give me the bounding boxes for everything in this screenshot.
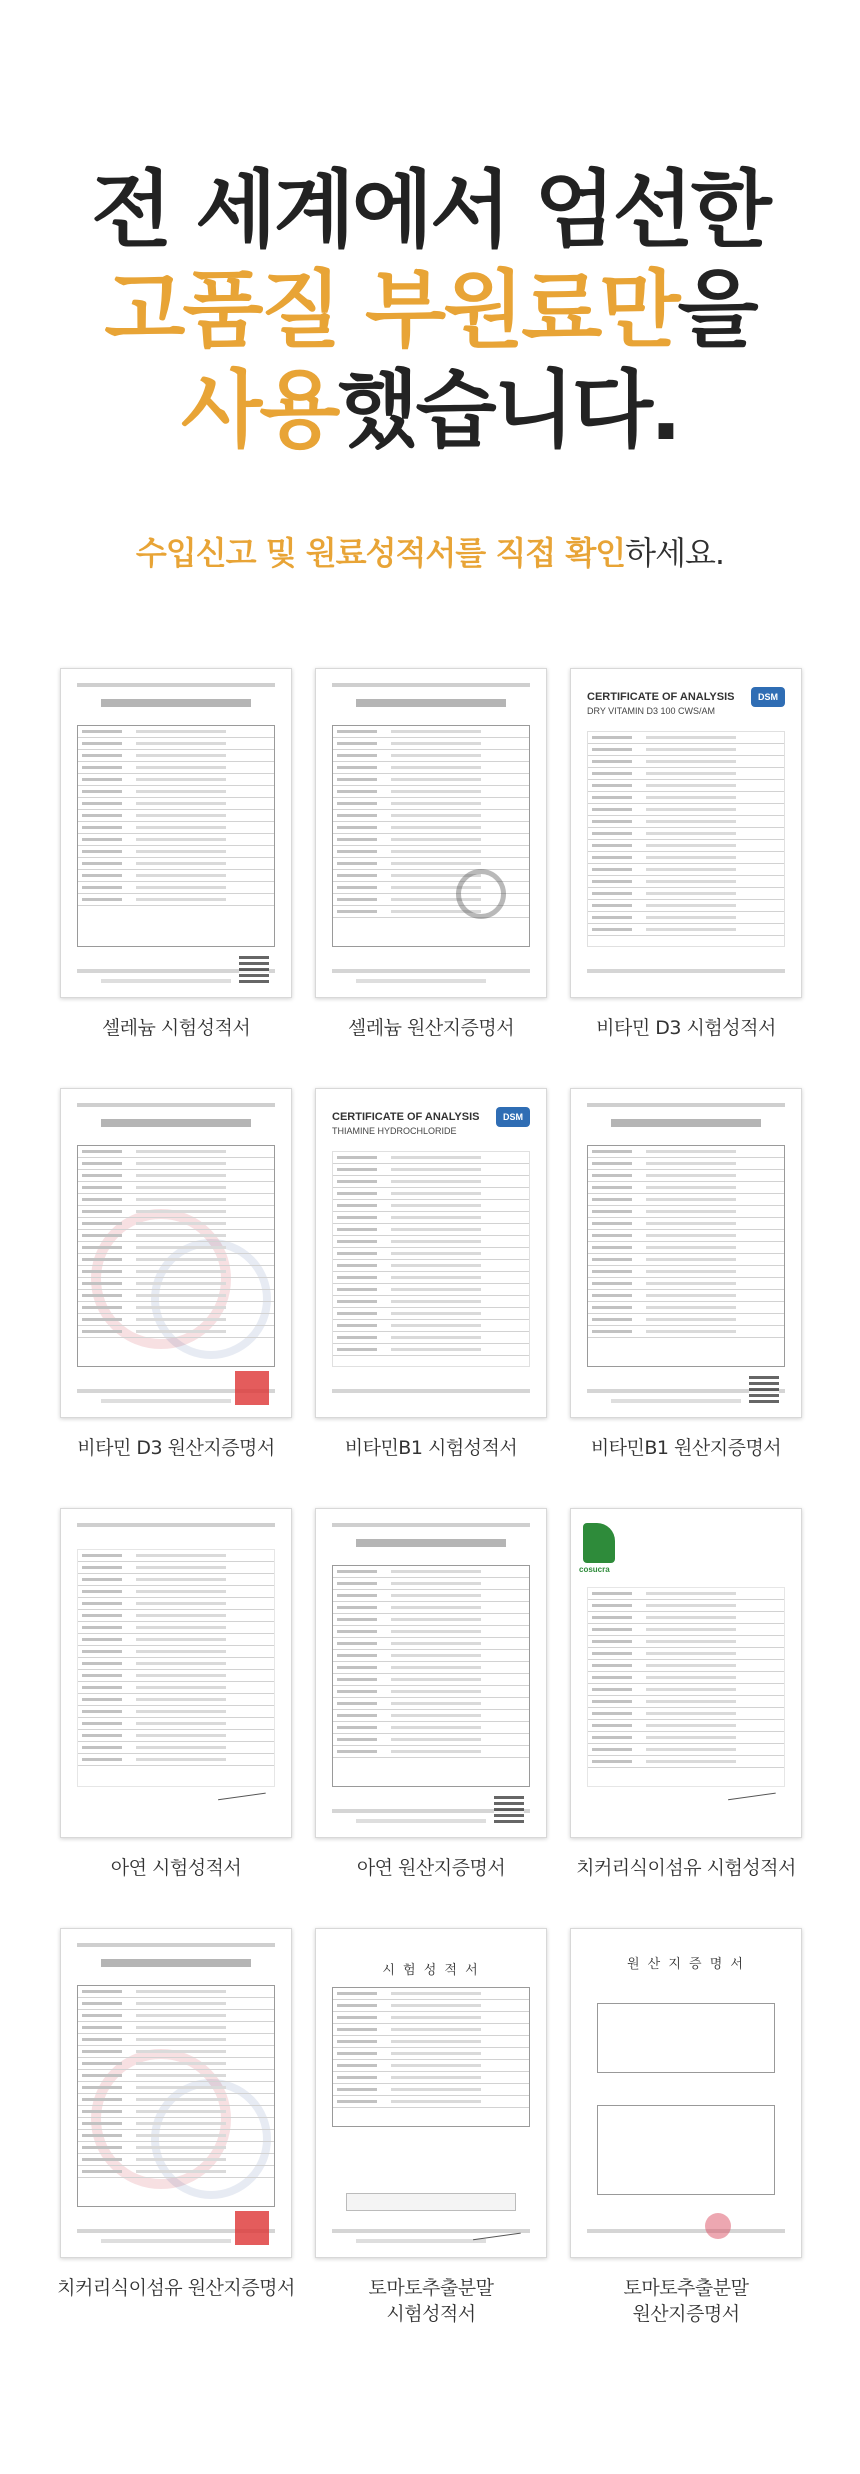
- document-caption: 셀레늄 원산지증명서: [347, 1017, 515, 1039]
- document-caption: 치커리식이섬유 원산지증명서: [57, 2277, 295, 2299]
- qr-code-icon: [239, 953, 269, 983]
- document-caption: 셀레늄 시험성적서: [101, 1017, 251, 1039]
- certificate-card: [315, 1928, 547, 2325]
- red-seal-icon: [705, 2213, 731, 2239]
- document-image: [315, 1088, 547, 1418]
- document-title: CERTIFICATE OF ANALYSIS: [332, 1111, 480, 1123]
- document-image: [570, 1088, 802, 1418]
- certificate-card: [570, 1508, 802, 1879]
- document-image: [60, 668, 292, 998]
- qr-code-icon: [494, 1793, 524, 1823]
- hero-section: [0, 0, 860, 640]
- document-caption: 비타민B1 시험성적서: [344, 1437, 518, 1459]
- document-subtitle: DRY VITAMIN D3 100 CWS/AM: [587, 706, 716, 716]
- document-image: [570, 668, 802, 998]
- document-title: 시 험 성 적 서: [382, 1963, 480, 1978]
- qr-code-icon: [749, 1373, 779, 1403]
- caption-line-2: 시험성적서: [386, 2302, 476, 2325]
- caption-line-2: 원산지증명서: [632, 2302, 740, 2325]
- document-title: CERTIFICATE OF ANALYSIS: [587, 691, 735, 703]
- document-image: [570, 1928, 802, 2258]
- certificate-card: [60, 1088, 292, 1459]
- document-image: [60, 1088, 292, 1418]
- document-subtitle: THIAMINE HYDROCHLORIDE: [332, 1126, 457, 1136]
- document-caption: 비타민B1 원산지증명서: [590, 1437, 782, 1459]
- subtitle-rest: 하세요.: [625, 534, 725, 572]
- document-caption: [550, 2276, 822, 2327]
- document-image: [315, 1928, 547, 2258]
- headline-line-3-rest: 했습니다.: [337, 361, 679, 459]
- document-caption: 치커리식이섬유 시험성적서: [576, 1857, 796, 1879]
- document-title: 원 산 지 증 명 서: [626, 1957, 745, 1972]
- red-stamp-icon: [235, 2211, 269, 2245]
- headline-line-3: [0, 361, 860, 459]
- dsm-logo-icon: DSM: [751, 687, 785, 707]
- certificate-card: [570, 1928, 802, 2325]
- document-caption: [295, 2276, 567, 2327]
- document-image: [315, 1508, 547, 1838]
- document-caption: 아연 원산지증명서: [356, 1857, 506, 1879]
- cosucra-logo-text: cosucra: [579, 1565, 610, 1574]
- certificate-card: [570, 668, 802, 1039]
- certificate-card: [315, 1088, 547, 1459]
- document-image: [60, 1508, 292, 1838]
- headline-line-2-rest: 을: [677, 261, 756, 359]
- headline-line-2: [0, 261, 860, 359]
- official-seal-icon: [456, 869, 506, 919]
- certificate-card: [570, 1088, 802, 1459]
- subtitle: [0, 528, 860, 574]
- document-image: [570, 1508, 802, 1838]
- dsm-logo-icon: DSM: [496, 1107, 530, 1127]
- document-image: [315, 668, 547, 998]
- certificate-card: [60, 668, 292, 1039]
- signature-icon: [471, 2220, 520, 2241]
- certificate-card: [57, 1928, 295, 2299]
- headline-highlight-2: 사용: [181, 361, 338, 459]
- document-caption: 비타민 D3 시험성적서: [596, 1017, 776, 1039]
- document-caption: 비타민 D3 원산지증명서: [77, 1437, 275, 1459]
- certificate-card: [315, 668, 547, 1039]
- headline-highlight-1: 고품질 부원료만: [104, 261, 678, 359]
- document-image: [60, 1928, 292, 2258]
- document-caption: 아연 시험성적서: [110, 1857, 242, 1879]
- certificate-card: [60, 1508, 292, 1879]
- certificate-card: [315, 1508, 547, 1879]
- cosucra-logo-icon: [583, 1523, 615, 1563]
- headline-line-1: 전 세계에서 엄선한: [91, 161, 769, 259]
- caption-line-1: 토마토추출분말: [368, 2277, 494, 2299]
- caption-line-1: 토마토추출분말: [623, 2277, 749, 2299]
- red-stamp-icon: [235, 1371, 269, 1405]
- subtitle-highlight: 수입신고 및 원료성적서를 직접 확인: [135, 534, 626, 572]
